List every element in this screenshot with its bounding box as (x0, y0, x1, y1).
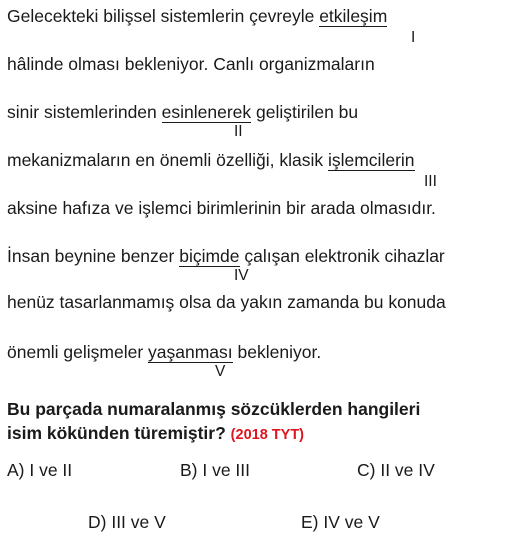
underlined-word-1: etkileşim (319, 6, 388, 26)
exam-year-badge: (2018 TYT) (230, 427, 305, 443)
option-d[interactable]: D) III ve V (88, 512, 166, 532)
underlined-word-2: esinlenerek (161, 102, 252, 122)
question-line-1: Bu parçada numaralanmış sözcüklerden hangileri (7, 399, 421, 419)
passage-line-8: önemli gelişmeler yaşanması bekleniyor. (7, 342, 322, 362)
marker-2: II (234, 123, 243, 140)
marker-3: III (424, 173, 437, 190)
underlined-word-5: yaşanması (148, 342, 233, 362)
option-a[interactable]: A) I ve II (7, 460, 73, 480)
passage-line-6: İnsan beynine benzer biçimde çalışan elektronik cihazlar (7, 246, 445, 266)
passage-line-5: aksine hafıza ve işlemci birimlerinin bir arada olmasıdır. (7, 198, 436, 218)
option-e[interactable]: E) IV ve V (301, 512, 380, 532)
underlined-word-3: işlemcilerin (327, 150, 415, 170)
passage-line-3: sinir sistemlerinden esinlenerek geliştirilen bu (7, 102, 359, 122)
option-c[interactable]: C) II ve IV (357, 460, 435, 480)
passage-line-7: henüz tasarlanmamış olsa da yakın zamanda bu konuda (7, 292, 446, 312)
marker-4: IV (234, 267, 249, 284)
underlined-word-4: biçimde (179, 246, 240, 266)
passage-line-1: Gelecekteki bilişsel sistemlerin çevreyle etkileşim (7, 6, 388, 26)
question-line-2: isim kökünden türemiştir? (2018 TYT) (7, 423, 305, 443)
passage-line-2: hâlinde olması bekleniyor. Canlı organizmaların (7, 54, 375, 74)
marker-1: I (411, 29, 416, 46)
option-b[interactable]: B) I ve III (180, 460, 251, 480)
passage-line-4: mekanizmaların en önemli özelliği, klasik işlemcilerin (7, 150, 415, 170)
marker-5: V (215, 363, 226, 380)
